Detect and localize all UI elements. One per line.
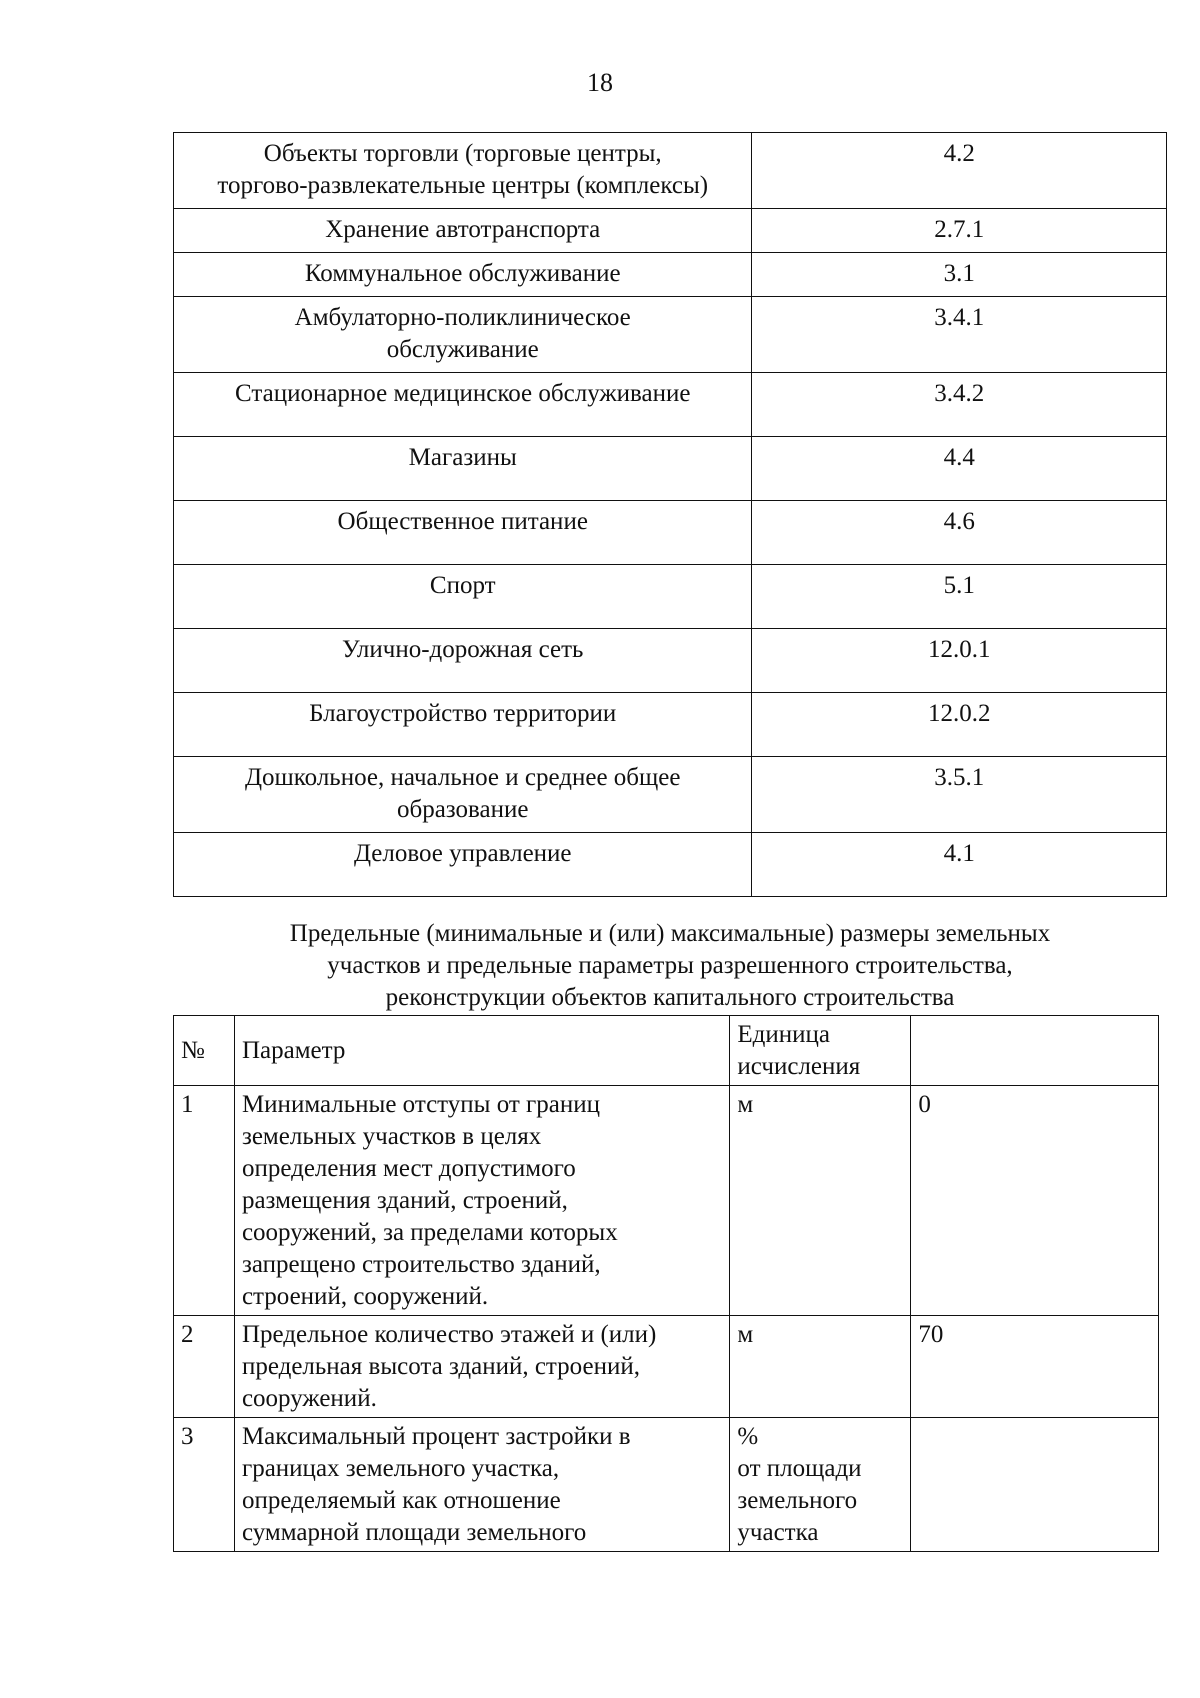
- table-row: [174, 1418, 1159, 1552]
- use-name: Коммунальное обслуживание: [174, 253, 752, 297]
- header-num: №: [174, 1016, 235, 1086]
- use-code: 12.0.1: [752, 629, 1167, 693]
- use-code: 12.0.2: [752, 693, 1167, 757]
- table-row: [174, 297, 1167, 373]
- use-code: 3.4.1: [752, 297, 1167, 373]
- use-name: Магазины: [174, 437, 752, 501]
- use-code: 3.5.1: [752, 757, 1167, 833]
- use-code: 5.1: [752, 565, 1167, 629]
- table-header-row: [174, 1016, 1159, 1086]
- use-name: Объекты торговли (торговые центры, торгово-развлекательные центры (комплексы): [174, 133, 752, 209]
- row-unit: м: [730, 1316, 911, 1418]
- header-value: [911, 1016, 1159, 1086]
- use-name: Хранение автотранспорта: [174, 209, 752, 253]
- table-row: [174, 1086, 1159, 1316]
- use-name: Общественное питание: [174, 501, 752, 565]
- row-num: 3: [174, 1418, 235, 1552]
- row-unit: м: [730, 1086, 911, 1316]
- table-row: [174, 209, 1167, 253]
- use-name: Дошкольное, начальное и среднее общее образование: [174, 757, 752, 833]
- use-name: Спорт: [174, 565, 752, 629]
- row-value: 0: [911, 1086, 1159, 1316]
- params-caption: [173, 918, 1167, 1014]
- table-row: [174, 1316, 1159, 1418]
- caption-line: реконструкции объектов капитального строительства: [385, 984, 955, 1011]
- table-row: [174, 757, 1167, 833]
- row-param: Максимальный процент застройки в границах земельного участка, определяемый как отношение суммарной площади земельного: [234, 1418, 729, 1552]
- row-unit: % от площади земельного участка: [730, 1418, 911, 1552]
- use-code: 4.6: [752, 501, 1167, 565]
- use-code: 4.1: [752, 833, 1167, 897]
- header-unit: Единица исчисления: [730, 1016, 911, 1086]
- table-row: [174, 253, 1167, 297]
- page-number: 18: [587, 68, 613, 97]
- table-row: [174, 373, 1167, 437]
- use-code: 2.7.1: [752, 209, 1167, 253]
- use-name: Благоустройство территории: [174, 693, 752, 757]
- row-value: [911, 1418, 1159, 1552]
- table-row: [174, 693, 1167, 757]
- use-name: Деловое управление: [174, 833, 752, 897]
- use-name: Стационарное медицинское обслуживание: [174, 373, 752, 437]
- table-row: [174, 437, 1167, 501]
- table-row: [174, 833, 1167, 897]
- row-param: Предельное количество этажей и (или) предельная высота зданий, строений, сооружений.: [234, 1316, 729, 1418]
- table-row: [174, 629, 1167, 693]
- land-use-table: [173, 132, 1167, 897]
- table-row: [174, 133, 1167, 209]
- use-code: 4.4: [752, 437, 1167, 501]
- use-code: 3.4.2: [752, 373, 1167, 437]
- row-value: 70: [911, 1316, 1159, 1418]
- use-code: 4.2: [752, 133, 1167, 209]
- table-row: [174, 501, 1167, 565]
- header-param: Параметр: [234, 1016, 729, 1086]
- table-row: [174, 565, 1167, 629]
- params-table: [173, 1015, 1159, 1552]
- row-num: 1: [174, 1086, 235, 1316]
- use-code: 3.1: [752, 253, 1167, 297]
- row-num: 2: [174, 1316, 235, 1418]
- caption-line: участков и предельные параметры разрешенного строительства,: [327, 952, 1013, 979]
- use-name: Улично-дорожная сеть: [174, 629, 752, 693]
- caption-line: Предельные (минимальные и (или) максимальные) размеры земельных: [289, 920, 1051, 947]
- row-param: Минимальные отступы от границ земельных участков в целях определения мест допустимого размещения зданий, строений, сооружений, за пределами которых запрещено строительство зданий, строений, сооружений.: [234, 1086, 729, 1316]
- use-name: Амбулаторно-поликлиническое обслуживание: [174, 297, 752, 373]
